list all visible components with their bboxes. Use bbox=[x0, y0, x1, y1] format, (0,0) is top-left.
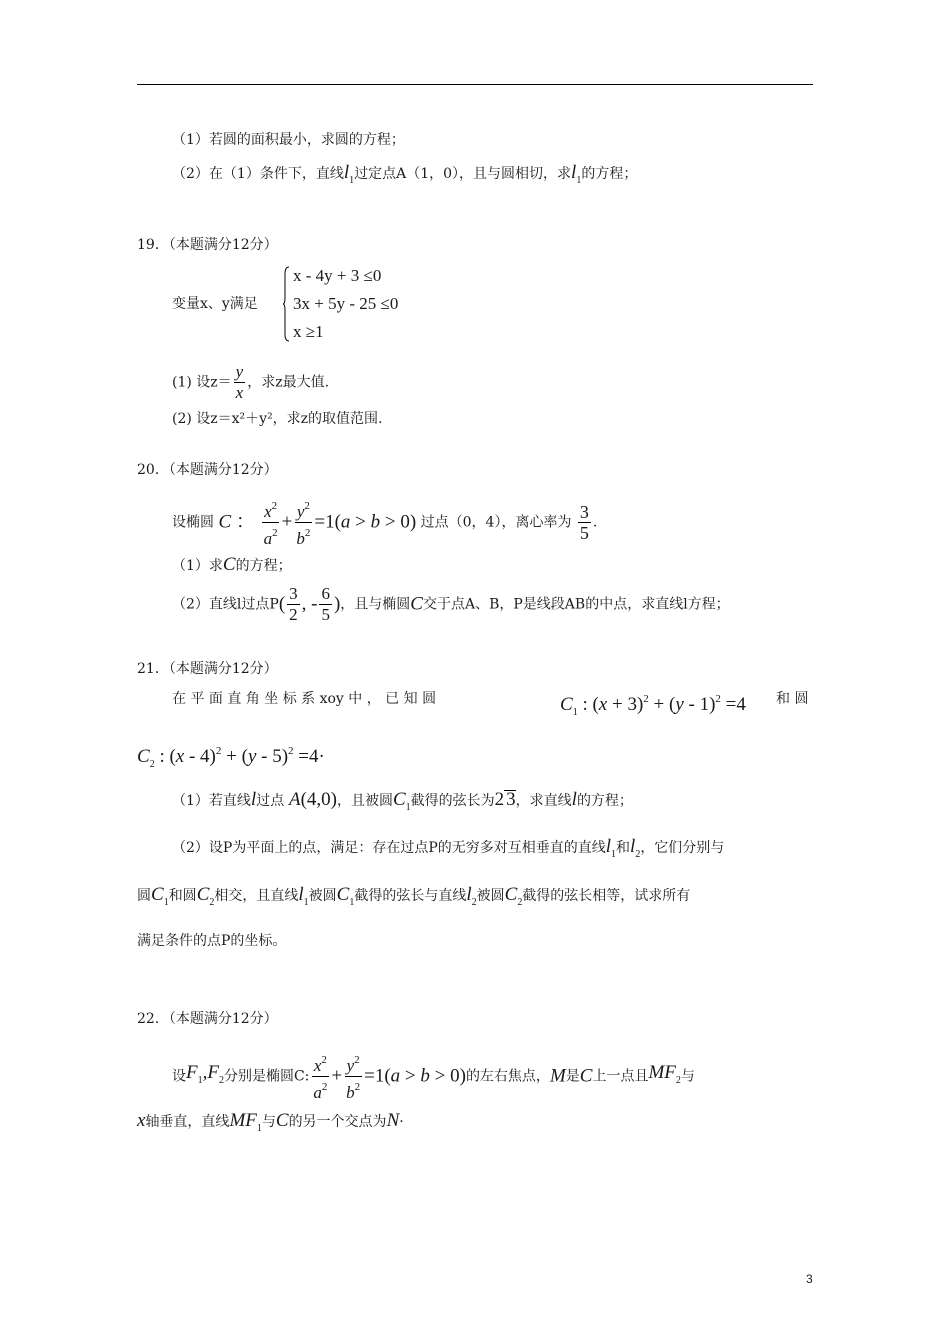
page-number: 3 bbox=[806, 1272, 813, 1286]
q20-header: 20．（本题满分12分） bbox=[137, 462, 278, 478]
q19-intro: 变量x、y满足 bbox=[172, 296, 258, 312]
q19-part1: (1) 设z＝ $\frac{y}{x}$ ，求z最大值. bbox=[172, 362, 330, 402]
q21-line1: 在 平 面 直 角 坐 标 系 xoy 中 ， 已 知 圆 bbox=[172, 691, 437, 707]
q20-part1: （1）求C的方程； bbox=[172, 554, 292, 575]
q19-header: 19．（本题满分12分） bbox=[137, 237, 278, 253]
fraction-y-over-x: $\frac{y}{x}$ bbox=[235, 362, 244, 402]
left-brace bbox=[283, 266, 289, 342]
q21-part2: （2）设P为平面上的点，满足：存在过点P的无穷多对互相垂直的直线$l_1$和$l_2$，它们分别与 bbox=[172, 836, 725, 860]
q21-part2-end: 满足条件的点P的坐标。 bbox=[137, 933, 287, 949]
q18-part1: （1）若圆的面积最小，求圆的方程； bbox=[172, 132, 405, 148]
q21-and-circle: 和 圆 bbox=[776, 691, 809, 707]
header-rule bbox=[137, 84, 813, 85]
q21-circle-c1: $C_1$ : $(x + 3)^2 + (y - 1)^2 =4$ bbox=[560, 693, 746, 718]
q19-eq1: x - 4y + 3 ≤0 bbox=[293, 266, 382, 285]
q19-eq2: 3x + 5y - 25 ≤0 bbox=[293, 294, 399, 313]
q19-part2: (2) 设z＝x²＋y²，求z的取值范围. bbox=[172, 411, 383, 427]
q20-intro: 设椭圆 C ： $\frac{x^2}{a^2}$ + $\frac{y^2}{b^2}$ =1(a > b > 0) 过点（0，4），离心率为 $\frac{3}{5}$ . bbox=[172, 496, 597, 549]
q19-eq3: x ≥1 bbox=[293, 322, 324, 341]
q20-part2: （2）直线l过点P( $\frac{3}{2}$ , - $\frac{6}{5}$ )，且与椭圆C交于点A、B，P是线段AB的中点，求直线l方程； bbox=[172, 584, 730, 624]
q18-part2: （2）在（1）条件下，直线$l_1$过定点A（1，0），且与圆相切，求$l_1$的方程； bbox=[172, 162, 638, 186]
q22-line1: 设$F_1,F_2$分别是椭圆C: $\frac{x^2}{a^2}$ + $\frac{y^2}{b^2}$ =1(a > b > 0)的左右焦点，M是C上一点且$MF_2$与 bbox=[172, 1050, 695, 1103]
q21-header: 21．（本题满分12分） bbox=[137, 661, 278, 677]
q21-circle-c2: $C_2$ : (x - 4)$^2$ + (y - 5)$^2$ =4· bbox=[137, 745, 325, 770]
q22-line2: x轴垂直，直线$MF_1$与C的另一个交点为N· bbox=[137, 1110, 404, 1134]
q21-part2-cont: 圆$C_1$和圆$C_2$相交，且直线$l_1$被圆$C_1$截得的弦长与直线$l_2$被圆$C_2$截得的弦长相等，试求所有 bbox=[137, 884, 691, 908]
q19-constraint-system bbox=[283, 264, 433, 344]
q21-part1: （1）若直线l过点 A(4,0)，且被圆$C_1$截得的弦长为2 3，求直线l的方程； bbox=[172, 789, 633, 813]
q22-header: 22．（本题满分12分） bbox=[137, 1011, 278, 1027]
